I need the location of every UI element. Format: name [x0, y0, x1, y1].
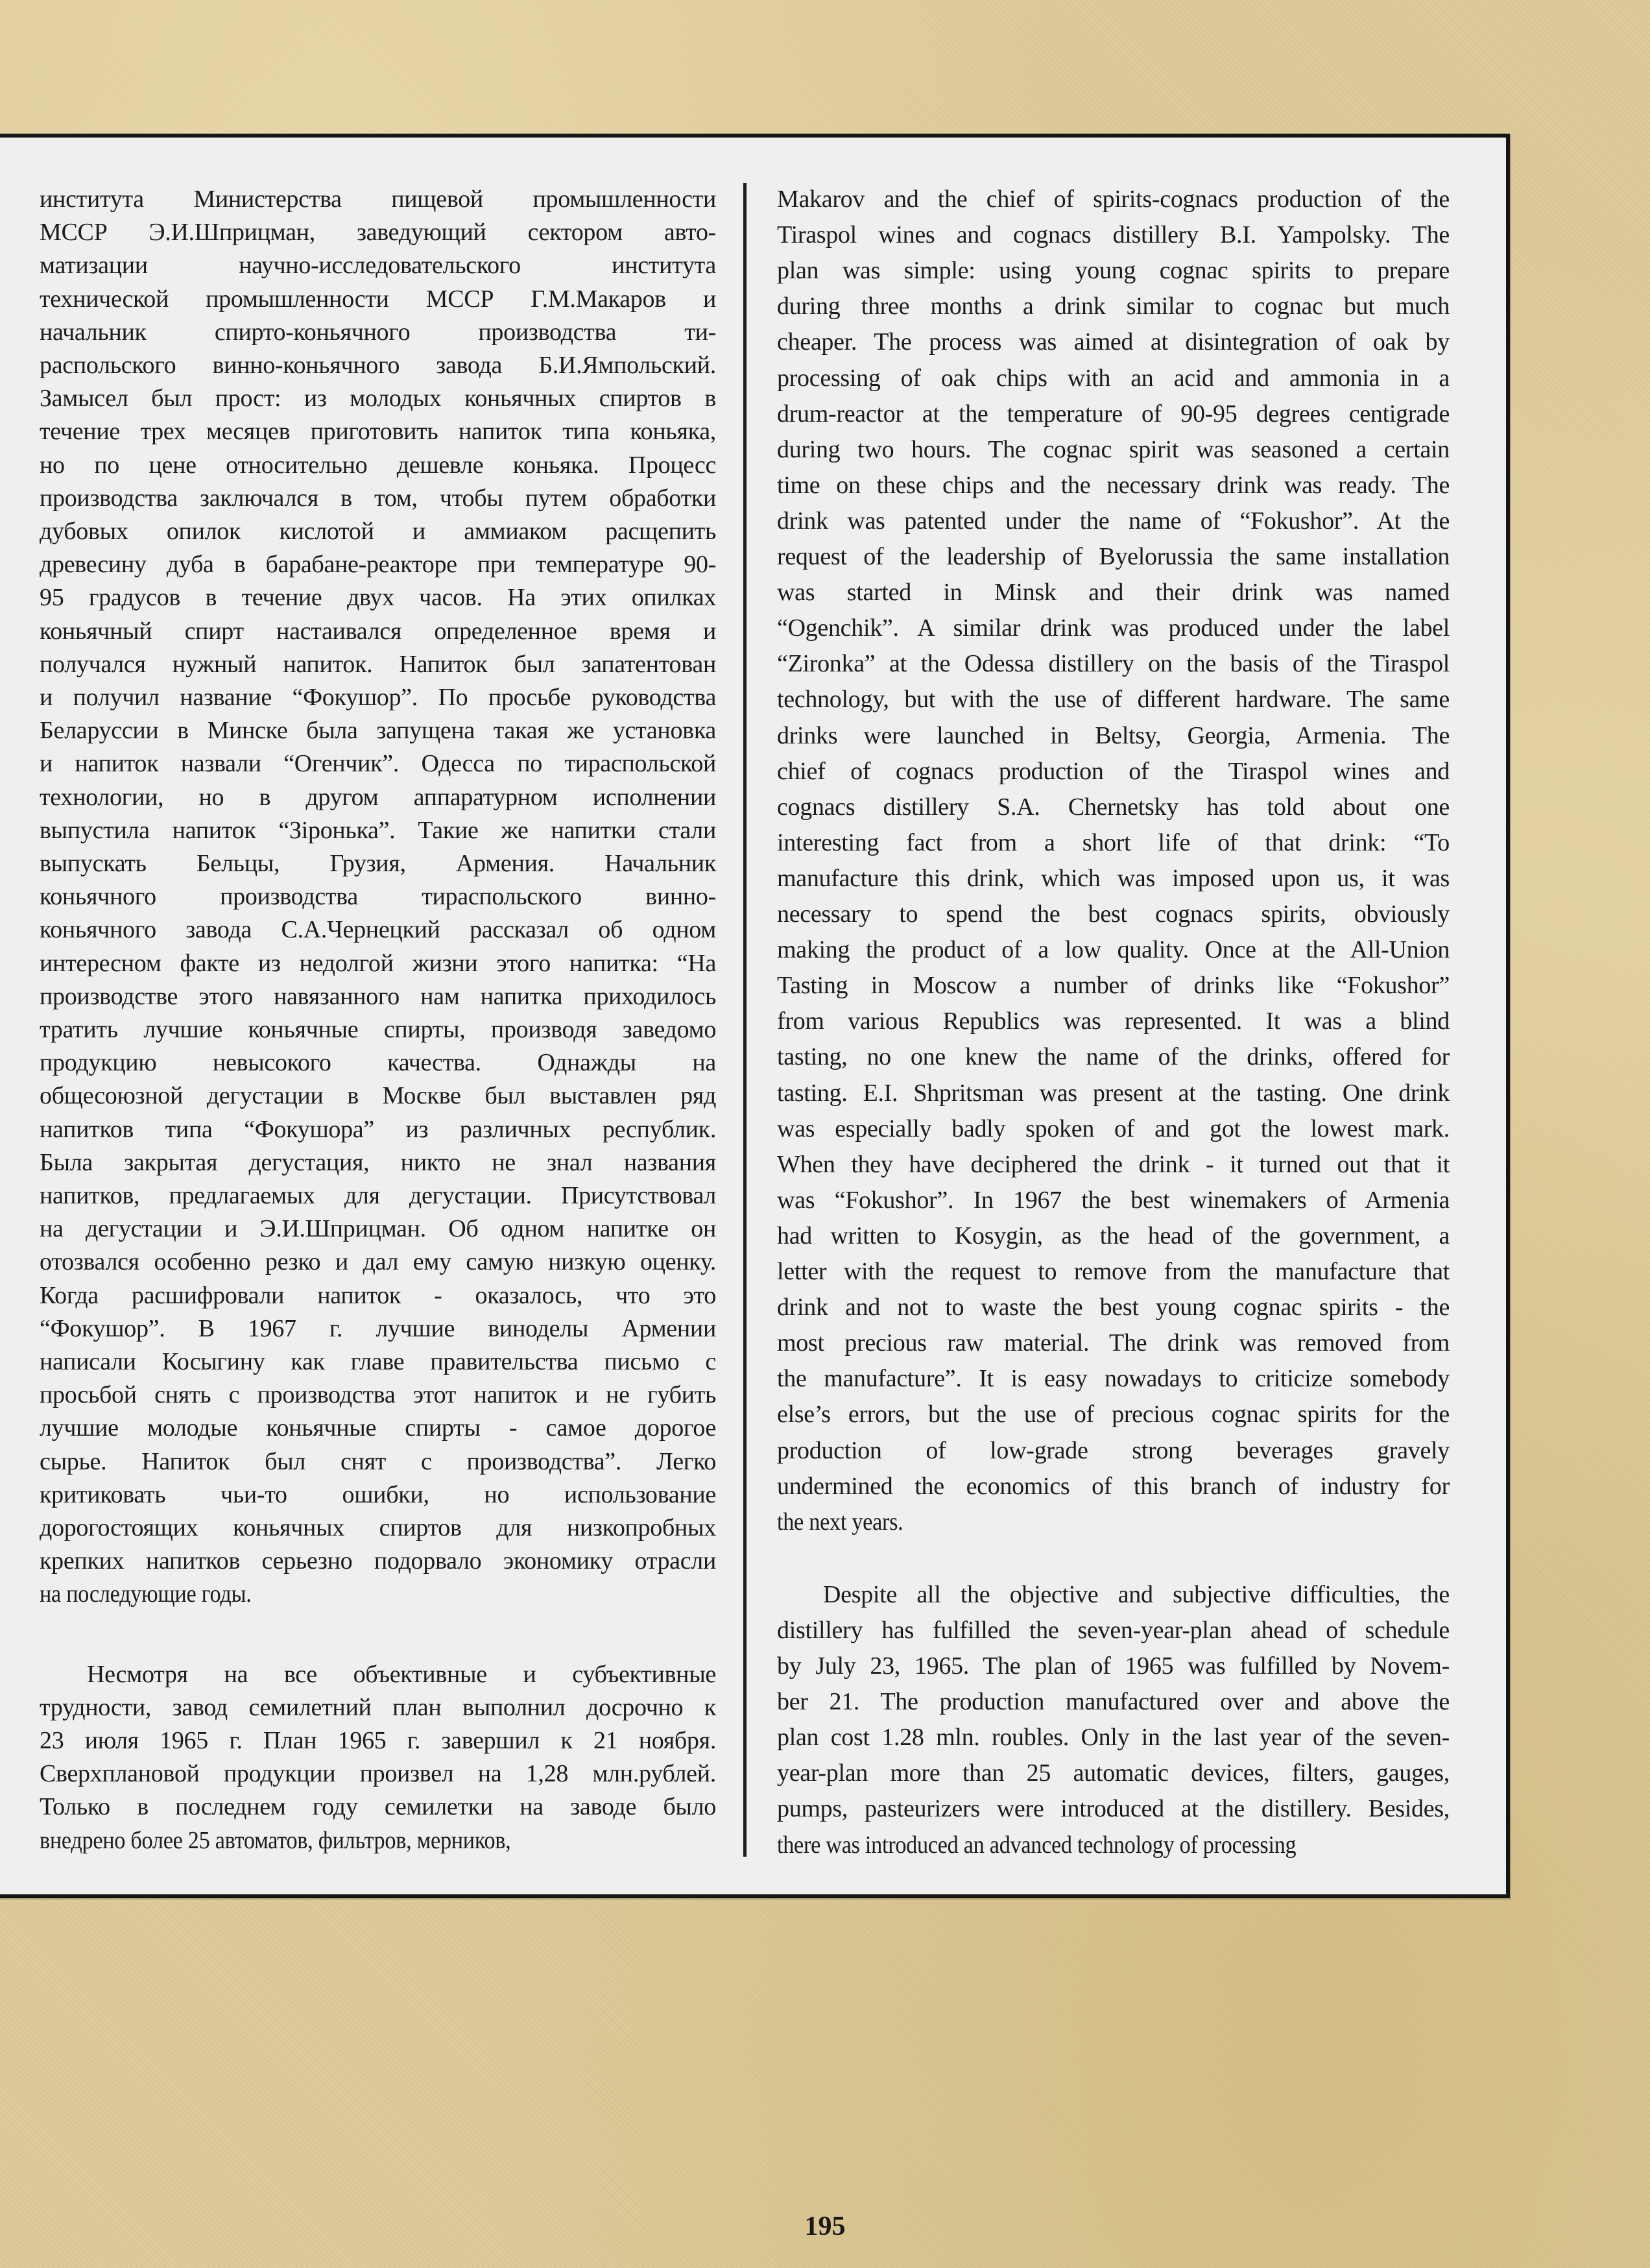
text-line: выпускать Бельцы, Грузия, Армения. Начальник: [40, 850, 717, 877]
text-line: “Фокушор”. В 1967 г. лучшие виноделы Армении: [40, 1314, 716, 1342]
text-line: was started in Minsk and their drink was named: [777, 579, 1450, 607]
text-line: drinks were launched in Beltsy, Georgia, Armenia. The: [777, 721, 1450, 749]
text-line: Беларуссии в Минске была запущена такая же установка: [40, 717, 716, 745]
text-line: крепких напитков серьезно подорвало экономику отрасли: [40, 1547, 717, 1575]
text-line: на последующие годы.: [40, 1580, 252, 1608]
text-line: Несмотря на все объективные и субъективные: [87, 1660, 716, 1688]
text-line: pumps, pasteurizers were introduced at the distillery. Besides,: [777, 1795, 1450, 1823]
text-line: напитков, предлагаемых для дегустации. Присутствовал: [40, 1182, 717, 1209]
text-line: most precious raw material. The drink was removed from: [777, 1329, 1450, 1357]
text-line: технологии, но в другом аппаратурном исполнении: [40, 783, 717, 811]
text-line: коньячного производства тираспольского винно-: [40, 883, 716, 911]
text-line: cheaper. The process was aimed at disintegration of oak by: [777, 328, 1450, 356]
text-line: дубовых опилок кислотой и аммиаком расщепить: [40, 518, 716, 545]
text-line: трудности, завод семилетний план выполнил досрочно к: [40, 1693, 716, 1721]
text-line: drink and not to waste the best young cognac spirits - the: [777, 1294, 1450, 1321]
text-line: When they have deciphered the drink - it turned out that it: [777, 1150, 1450, 1178]
text-line: during two hours. The cognac spirit was seasoned a certain: [777, 435, 1450, 463]
text-line: продукцию невысокого качества. Однажды на: [40, 1049, 716, 1077]
text-line: выпустила напиток “Зіронька”. Такие же напитки стали: [40, 816, 716, 844]
text-line: течение трех месяцев приготовить напиток типа коньяка,: [40, 418, 716, 446]
text-line: ber 21. The production manufactured over and above the: [777, 1688, 1450, 1716]
text-line: the next years.: [777, 1508, 903, 1536]
text-line: но по цене относительно дешевле коньяка. Процесс: [40, 451, 717, 479]
text-line: Tasting in Moscow a number of drinks like “Fokushor”: [777, 972, 1450, 1000]
text-line: had written to Kosygin, as the head of the government, a: [777, 1222, 1450, 1249]
text-line: отозвался особенно резко и дал ему самую низкую оценку.: [40, 1248, 717, 1276]
text-line: distillery has fulfilled the seven-year-plan ahead of schedule: [777, 1616, 1450, 1644]
text-line: сырье. Напиток был снят с производства”. Легко: [40, 1447, 717, 1475]
text-line: the manufacture”. It is easy nowadays to criticize somebody: [777, 1365, 1450, 1393]
text-line: МССР Э.И.Шприцман, заведующий сектором авто-: [40, 219, 716, 247]
text-line: интересном факте из недолгой жизни этого напитка: “На: [40, 949, 717, 977]
text-line: necessary to spend the best cognacs spirits, obviously: [777, 900, 1450, 928]
text-line: during three months a drink similar to cognac but much: [777, 293, 1450, 320]
text-line: Только в последнем году семилетки на заводе было: [40, 1793, 717, 1821]
text-line: was “Fokushor”. In 1967 the best winemakers of Armenia: [777, 1186, 1450, 1214]
text-line: by July 23, 1965. The plan of 1965 was fulfilled by Novem-: [777, 1652, 1450, 1680]
text-line: manufacture this drink, which was imposed upon us, it was: [777, 864, 1450, 892]
text-line: и получил название “Фокушор”. По просьбе руководства: [40, 684, 717, 711]
text-line: plan cost 1.28 mln. roubles. Only in the last year of the seven-: [777, 1724, 1450, 1752]
text-line: was especially badly spoken of and got the lowest mark.: [777, 1115, 1450, 1142]
text-line: drum-reactor at the temperature of 90-95 degrees centigrade: [777, 400, 1450, 428]
text-line: Despite all the objective and subjective difficulties, the: [823, 1580, 1450, 1608]
text-line: Сверхплановой продукции произвел на 1,28 млн.рублей.: [40, 1760, 716, 1788]
text-line: year-plan more than 25 automatic devices, filters, gauges,: [777, 1759, 1450, 1787]
text-line: production of low-grade strong beverages gravely: [777, 1436, 1450, 1464]
text-line: коньячного завода С.А.Чернецкий рассказал об одном: [40, 916, 717, 944]
text-line: technology, but with the use of different hardware. The same: [777, 686, 1450, 714]
text-line: time on these chips and the necessary drink was ready. The: [777, 471, 1450, 499]
text-line: дорогостоящих коньячных спиртов для низкопробных: [40, 1514, 716, 1541]
text-line: тратить лучшие коньячные спирты, производя заведомо: [40, 1016, 717, 1043]
text-line: “Zironka” at the Odessa distillery on the basis of the Tiraspol: [777, 650, 1450, 678]
text-line: Когда расшифровали напиток - оказалось, что это: [40, 1281, 716, 1309]
text-line: there was introduced an advanced technology of processing: [777, 1831, 1297, 1859]
text-line: коньячный спирт настаивался определенное время и: [40, 617, 716, 645]
text-line: interesting fact from a short life of that drink: “To: [777, 828, 1450, 856]
text-line: tasting, no one knew the name of the drinks, offered for: [777, 1043, 1450, 1071]
text-line: request of the leadership of Byelorussia the same installation: [777, 543, 1450, 570]
text-line: tasting. E.I. Shpritsman was present at the tasting. One drink: [777, 1079, 1450, 1107]
text-line: написали Косыгину как главе правительства письмо с: [40, 1348, 716, 1375]
text-line: технической промышленности МССР Г.М.Макаров и: [40, 285, 716, 313]
text-line: матизации научно-исследовательского института: [40, 252, 716, 280]
text-line: института Министерства пищевой промышленности: [40, 186, 716, 213]
text-line: и напиток назвали “Огенчик”. Одесса по тираспольской: [40, 750, 716, 778]
text-line: лучшие молодые коньячные спирты - самое дорогое: [40, 1414, 716, 1442]
text-line: from various Republics was represented. It was a blind: [777, 1007, 1450, 1035]
text-line: напитков типа “Фокушора” из различных республик.: [40, 1115, 717, 1143]
text-line: cognacs distillery S.A. Chernetsky has told about one: [777, 793, 1450, 821]
column-divider: [743, 183, 747, 1857]
text-line: на дегустации и Э.И.Шприцман. Об одном напитке он: [40, 1215, 716, 1243]
text-line: древесину дуба в барабане-реакторе при температуре 90-: [40, 551, 717, 579]
text-line: letter with the request to remove from the manufacture that: [777, 1258, 1450, 1285]
text-line: просьбой снять с производства этот напиток и не губить: [40, 1381, 717, 1409]
page-number: 195: [804, 2212, 846, 2241]
text-line: распольского винно-коньячного завода Б.И.Ямпольский.: [40, 352, 716, 379]
text-line: plan was simple: using young cognac spirits to prepare: [777, 257, 1450, 285]
text-line: making the product of a low quality. Once at the All-Union: [777, 936, 1450, 964]
text-line: Была закрытая дегустация, никто не знал названия: [40, 1148, 716, 1176]
text-line: 23 июля 1965 г. План 1965 г. завершил к 21 ноября.: [40, 1727, 717, 1754]
text-line: Замысел был прост: из молодых коньячных спиртов в: [40, 385, 716, 413]
text-line: внедрено более 25 автоматов, фильтров, мерников,: [40, 1826, 511, 1854]
text-line: начальник спирто-коньячного производства ти-: [40, 318, 716, 346]
text-line: получался нужный напиток. Напиток был запатентован: [40, 650, 716, 678]
text-line: drink was patented under the name of “Fokushor”. At the: [777, 507, 1450, 535]
text-line: общесоюзной дегустации в Москве был выставлен ряд: [40, 1082, 717, 1110]
text-line: else’s errors, but the use of precious cognac spirits for the: [777, 1401, 1450, 1429]
text-line: Makarov and the chief of spirits-cognacs production of the: [777, 186, 1450, 213]
text-line: processing of oak chips with an acid and ammonia in a: [777, 364, 1450, 392]
text-line: Tiraspol wines and cognacs distillery B.I. Yampolsky. The: [777, 221, 1450, 249]
text-line: undermined the economics of this branch of industry for: [777, 1472, 1450, 1500]
text-line: производстве этого навязанного нам напитка приходилось: [40, 982, 717, 1010]
text-line: критиковать чьи-то ошибки, но использование: [40, 1480, 716, 1508]
text-line: производства заключался в том, чтобы путем обработки: [40, 484, 717, 512]
text-line: 95 градусов в течение двух часов. На этих опилках: [40, 584, 717, 612]
text-line: chief of cognacs production of the Tiraspol wines and: [777, 757, 1450, 785]
text-line: “Ogenchik”. A similar drink was produced under the label: [777, 614, 1450, 642]
